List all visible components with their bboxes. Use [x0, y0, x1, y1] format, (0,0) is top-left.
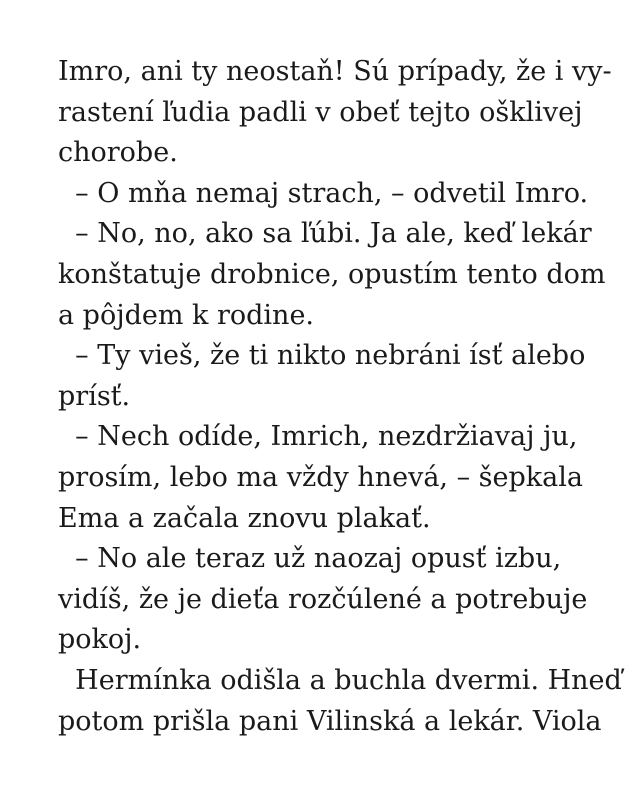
text-line: konštatuje drobnice, opustím tento dom — [58, 258, 606, 290]
text-line: – O mňa nemaj strach, – odvetil Imro. — [58, 177, 589, 209]
text-line: potom prišla pani Vilinská a lekár. Viola — [58, 705, 602, 737]
text-line: prosím, lebo ma vždy hnevá, – šepkala — [58, 461, 583, 493]
text-line: chorobe. — [58, 137, 178, 169]
text-line: Ema a začala znovu plakať. — [58, 502, 431, 534]
text-line: prísť. — [58, 380, 131, 412]
text-line: Imro, ani ty neostaň! Sú prípady, že i vy- — [58, 56, 612, 87]
text-line: – Ty vieš, že ti nikto nebráni ísť alebo — [58, 340, 586, 372]
text-line: – Nech odíde, Imrich, nezdržiavaj ju, — [58, 421, 578, 453]
book-page-text — [58, 52, 622, 742]
text-line: – No ale teraz už naozaj opusť izbu, — [58, 543, 562, 575]
text-line: – No, no, ako sa ľúbi. Ja ale, keď lekár — [58, 218, 592, 250]
text-line: Hermínka odišla a buchla dvermi. Hneď — [58, 664, 622, 696]
text-line: vidíš, že je dieťa rozčúlené a potrebuje — [58, 583, 588, 615]
text-line: rastení ľudia padli v obeť tejto ošklivej — [58, 96, 583, 128]
text-line: pokoj. — [58, 624, 142, 656]
text-line: a pôjdem k rodine. — [58, 299, 315, 331]
